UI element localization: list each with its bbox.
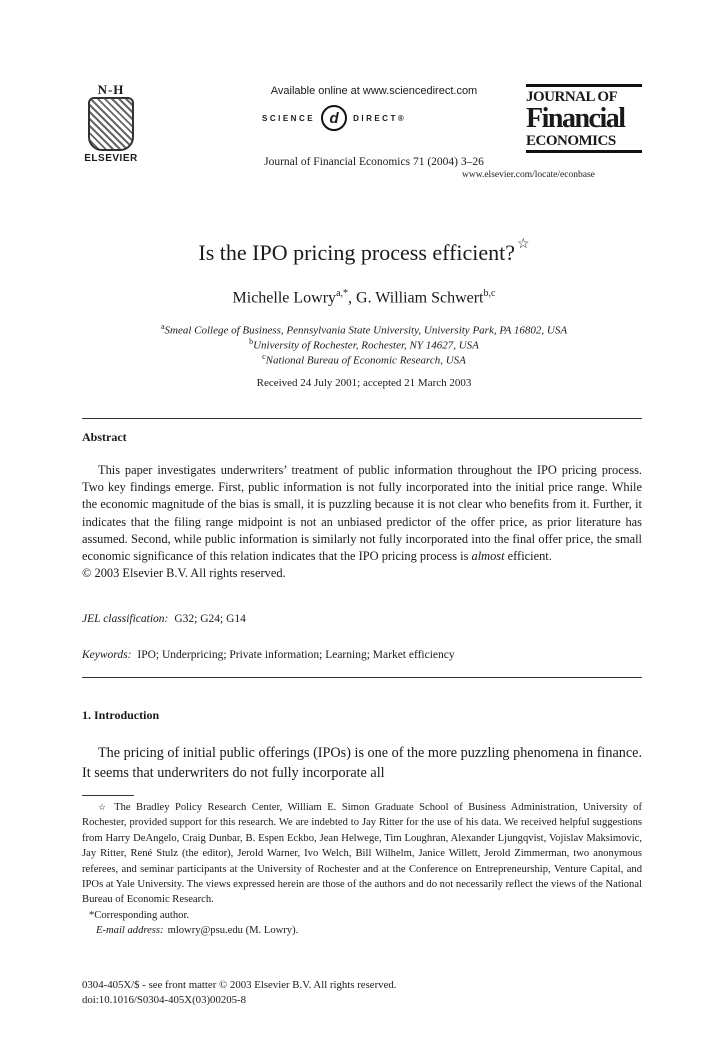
abstract-copyright: © 2003 Elsevier B.V. All rights reserved. bbox=[82, 566, 286, 581]
affiliation bbox=[0, 352, 728, 367]
issn-line: 0304-405X/$ - see front matter © 2003 Elsevier B.V. All rights reserved. bbox=[82, 979, 397, 991]
funding-footnote bbox=[82, 800, 642, 908]
jel-classification bbox=[82, 613, 246, 625]
abstract-heading: Abstract bbox=[82, 430, 127, 444]
corresponding-author-note: *Corresponding author. bbox=[89, 909, 190, 921]
keywords-list: IPO; Underpricing; Private information; Learning; Market efficiency bbox=[137, 649, 455, 661]
publisher-name: ELSEVIER bbox=[84, 153, 138, 164]
elsevier-tree-icon bbox=[88, 97, 134, 151]
affiliation-mark: a bbox=[160, 322, 165, 331]
journal-brand-logo bbox=[526, 84, 642, 155]
author-affiliation-mark: b,c bbox=[483, 288, 496, 299]
jel-codes: G32; G24; G14 bbox=[174, 613, 246, 625]
journal-citation: Journal of Financial Economics 71 (2004) 3–26 bbox=[264, 156, 484, 168]
affiliation-mark: b bbox=[249, 337, 254, 346]
author-list bbox=[0, 288, 728, 307]
keywords-label: Keywords: bbox=[82, 649, 132, 661]
brand-line-1: JOURNAL OF bbox=[526, 89, 618, 105]
abstract-emphasis: almost bbox=[471, 549, 505, 564]
abstract-text-end: efficient. bbox=[504, 549, 552, 564]
brand-line-3: ECONOMICS bbox=[526, 133, 616, 149]
sciencedirect-logo bbox=[262, 106, 406, 130]
affiliation-mark: c bbox=[262, 352, 266, 361]
footnote-divider bbox=[82, 795, 134, 796]
abstract-text: This paper investigates underwriters’ treatment of public information throughout the IPO pricing process. Two key findings emerge. First, public information is not fully incorporated into the initial price range. While the economic magnitude of the bias is small, it is puzzling because it is not clear who benefits from it. Further, it indicates that the filing range midpoint is not an unbiased predictor of the offer price, as prior literature has assumed. Second, while public information is similarly not fully incorporated into the final offer price, the small economic significance of this relation indicates that the IPO pricing process is bbox=[82, 463, 642, 564]
publisher-mark: N-H bbox=[97, 82, 125, 97]
title-footnote-star-icon[interactable]: ☆ bbox=[517, 237, 530, 252]
footnote bbox=[82, 800, 642, 939]
email-note bbox=[82, 923, 642, 938]
keywords bbox=[82, 649, 455, 661]
paper-title-text: Is the IPO pricing process efficient? bbox=[198, 240, 516, 265]
sciencedirect-emblem-icon: d bbox=[321, 105, 347, 131]
email-label: E-mail address: bbox=[96, 925, 164, 937]
section-heading: 1. Introduction bbox=[82, 708, 160, 722]
brand-rule bbox=[526, 84, 642, 87]
affiliation-text: University of Rochester, Rochester, NY 14627, USA bbox=[253, 339, 479, 352]
science-word: SCIENCE bbox=[262, 113, 316, 123]
footnote-star-icon: ☆ bbox=[98, 802, 109, 812]
front-matter bbox=[82, 978, 396, 1008]
footnote-text: The Bradley Policy Research Center, William E. Simon Graduate School of Business Administration, University of Rochester, provided support for this research. We are indebted to Jay Ritter for the use of his data. We received helpful suggestions from Harry DeAngelo, Craig Dunbar, B. Espen Eckbo, Jean Helwege, Tim Loughran, Alexander Ljungqvist, Vojislav Maksimovic, Jay Ritter, René Stulz (the editor), Jerold Warner, Ivo Welch, Bill Wilhelm, Janice Willett, Jerold Zimmerman, two anonymous referees, and seminar participants at the University of Rochester and at the Conference on Entrepreneurship, Venture Capital, and IPOs at Yale University. The views expressed herein are those of the authors and do not necessarily reflect the views of the National Bureau of Economic Research. bbox=[82, 802, 642, 906]
affiliation bbox=[0, 322, 728, 337]
available-online-notice: Available online at www.sciencedirect.com bbox=[270, 85, 478, 97]
brand-rule bbox=[526, 150, 642, 153]
received-dates: Received 24 July 2001; accepted 21 March 2003 bbox=[256, 377, 472, 389]
author-name: Michelle Lowry bbox=[232, 289, 337, 307]
jel-label: JEL classification: bbox=[82, 613, 169, 625]
divider bbox=[82, 418, 642, 419]
email-address[interactable]: mlowry@psu.edu (M. Lowry). bbox=[167, 925, 299, 937]
author-name: G. William Schwert bbox=[356, 289, 484, 307]
doi-line[interactable]: doi:10.1016/S0304-405X(03)00205-8 bbox=[82, 994, 247, 1006]
introduction-body: The pricing of initial public offerings (IPOs) is one of the more puzzling phenomena in finance. It seems that underwriters do not fully incorporate all bbox=[82, 745, 642, 781]
author-affiliation-mark: a,* bbox=[336, 288, 349, 299]
direct-word: DIRECT® bbox=[353, 113, 407, 123]
paper-title bbox=[0, 237, 728, 266]
abstract-body bbox=[82, 462, 642, 582]
affiliation bbox=[0, 337, 728, 352]
journal-url[interactable]: www.elsevier.com/locate/econbase bbox=[462, 170, 595, 180]
affiliation-text: Smeal College of Business, Pennsylvania State University, University Park, PA 16802, USA bbox=[164, 324, 568, 337]
author-separator: , bbox=[348, 289, 357, 307]
brand-line-2: Financial bbox=[526, 103, 625, 134]
affiliation-text: National Bureau of Economic Research, USA bbox=[265, 354, 466, 367]
divider bbox=[82, 677, 642, 678]
